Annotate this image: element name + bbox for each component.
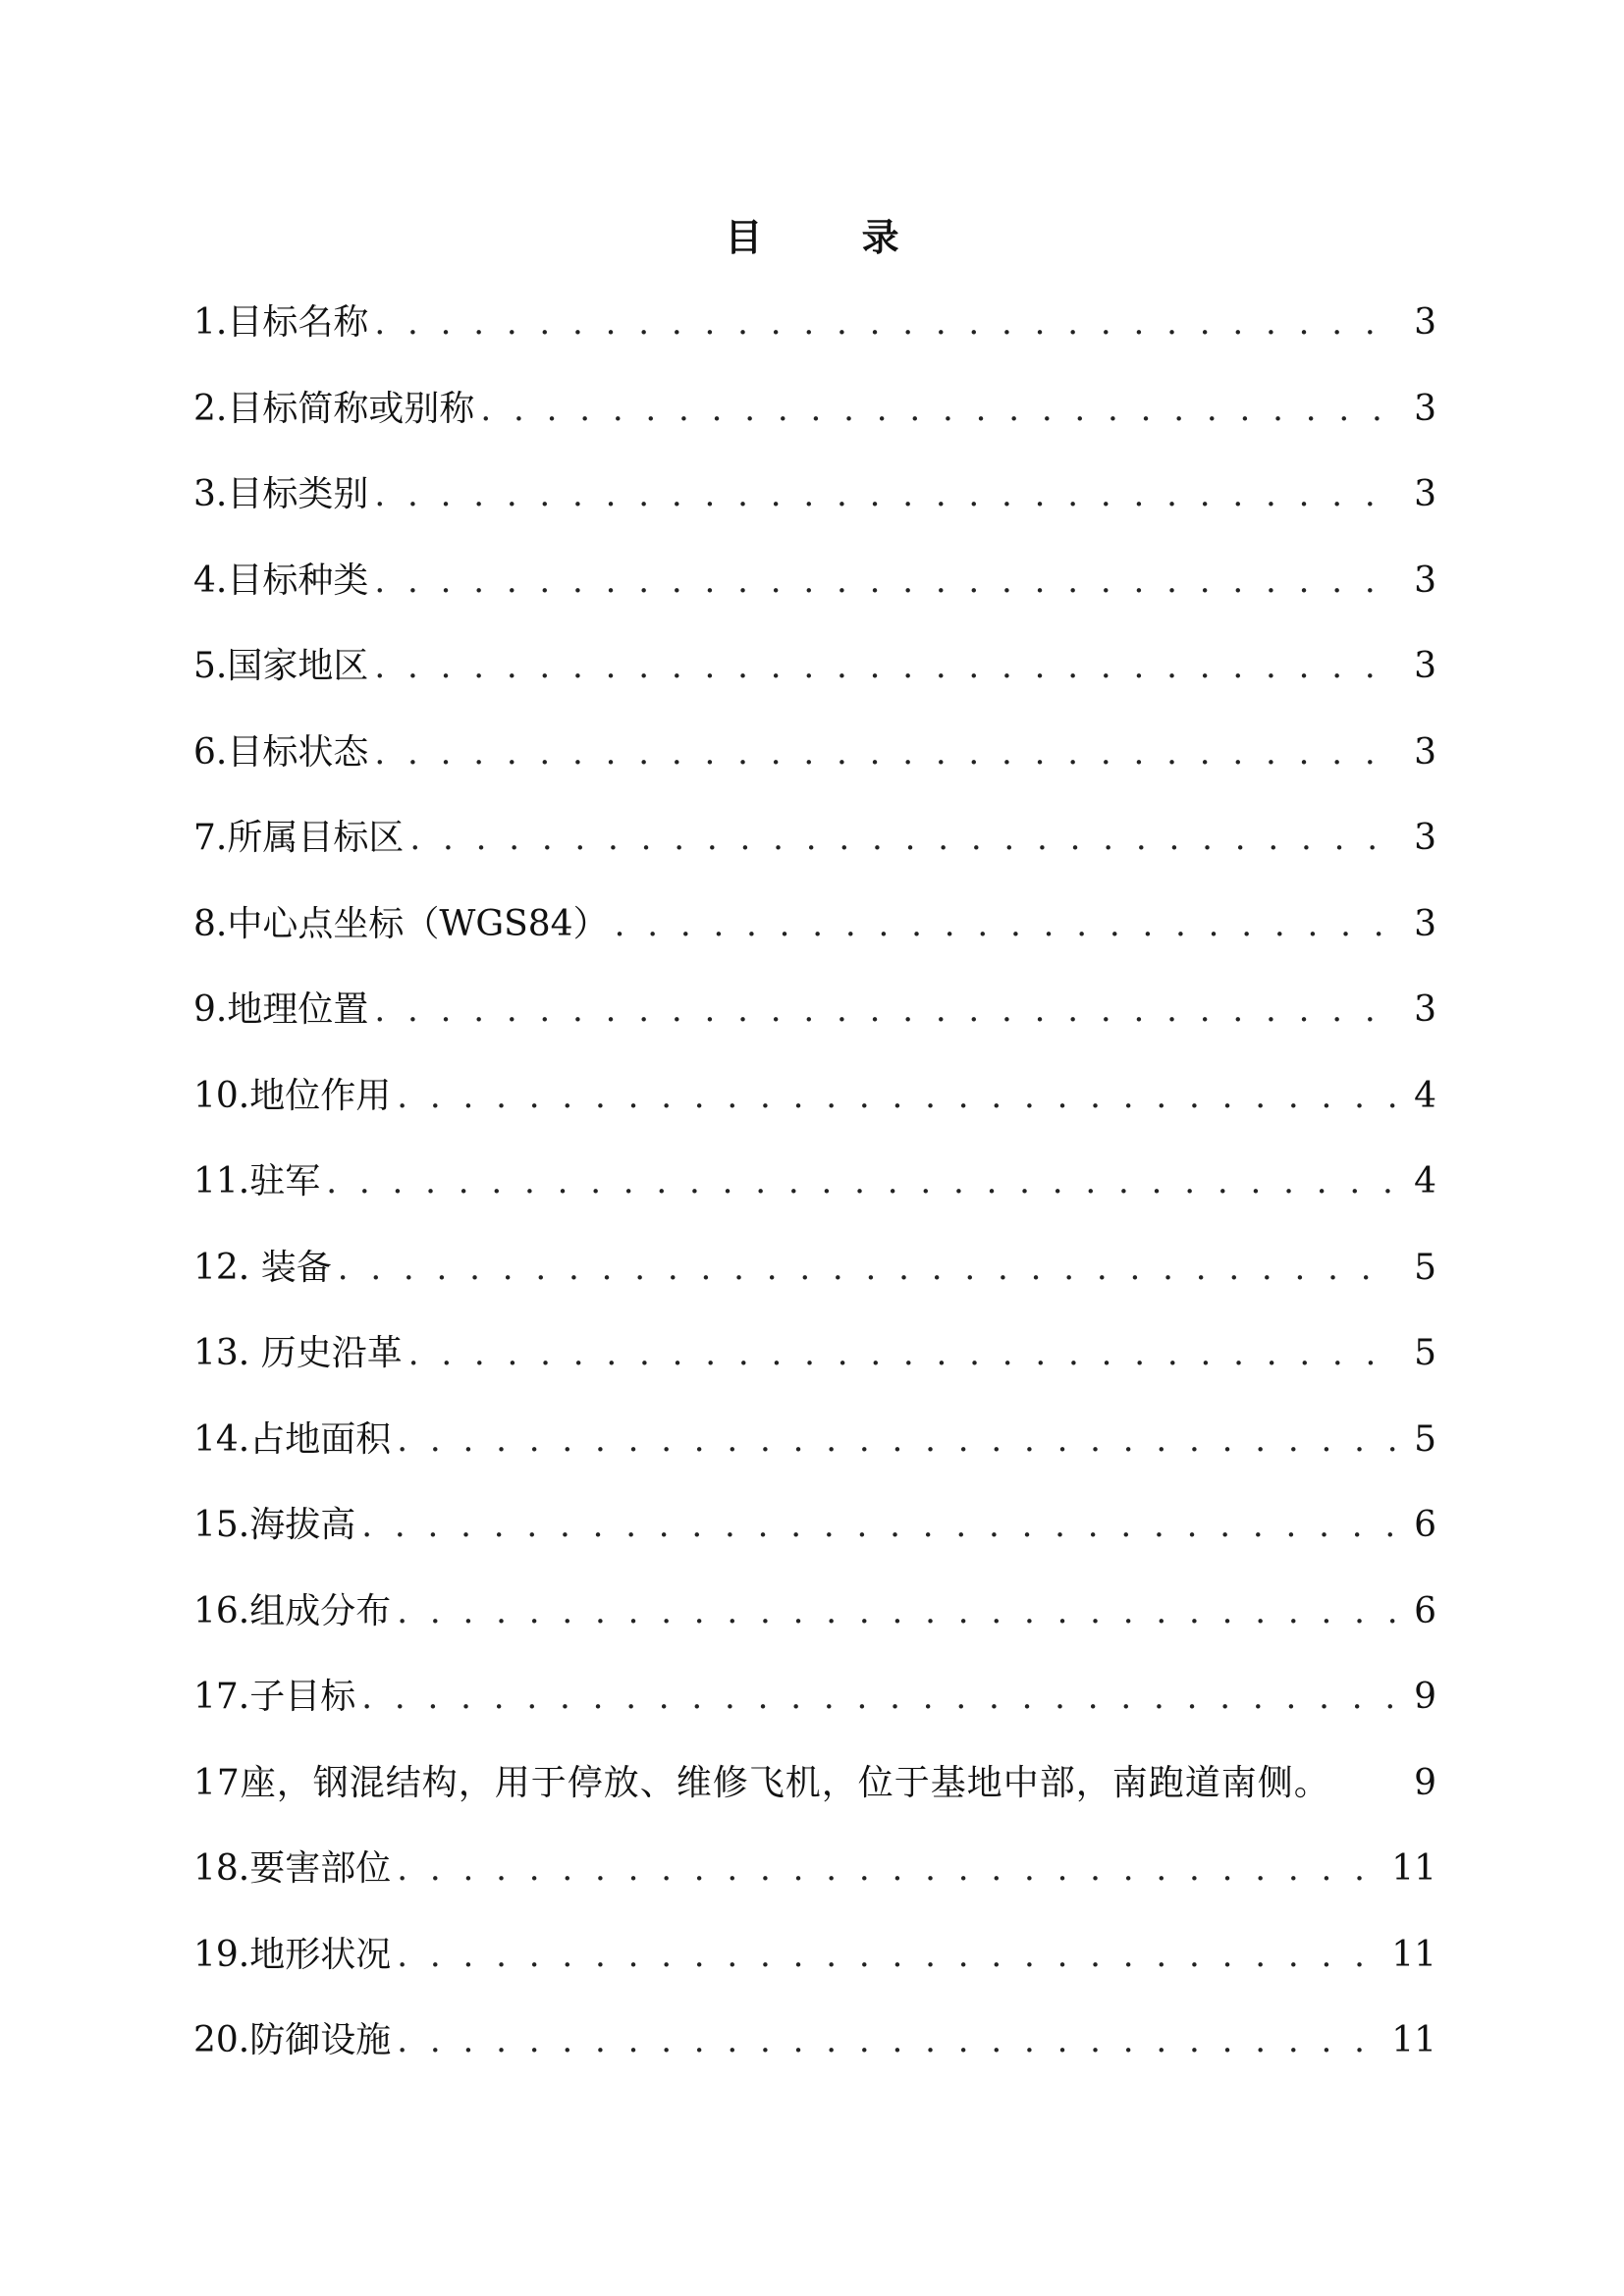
toc-dot-leader: [361, 1668, 1395, 1727]
toc-entry-16[interactable]: [193, 1582, 1436, 1669]
toc-dot-leader: [480, 380, 1395, 439]
toc-entry-9[interactable]: [193, 981, 1436, 1067]
toc-entry-15[interactable]: [193, 1496, 1436, 1582]
toc-dot-leader: [374, 552, 1395, 611]
toc-page-number: 3: [1414, 388, 1436, 429]
toc-entry-label: 6.目标状态: [193, 731, 369, 773]
toc-entry-8[interactable]: [193, 895, 1436, 982]
toc-entry-17-description[interactable]: [193, 1754, 1436, 1841]
toc-dot-leader: [374, 637, 1395, 696]
toc-page-number: 4: [1414, 1075, 1436, 1116]
toc-entry-10[interactable]: [193, 1067, 1436, 1153]
toc-entry-17[interactable]: [193, 1668, 1436, 1754]
table-of-contents: [193, 294, 1436, 2098]
toc-entry-7[interactable]: [193, 809, 1436, 895]
toc-entry-label: 11.驻军: [193, 1161, 321, 1201]
toc-page-number: 3: [1414, 989, 1436, 1030]
toc-page-number: 9: [1414, 1762, 1436, 1803]
toc-entry-3[interactable]: [193, 465, 1436, 552]
toc-entry-label: 8.中心点坐标（WGS84）: [193, 903, 609, 944]
toc-page-number: 3: [1414, 474, 1436, 514]
toc-dot-leader: [374, 981, 1395, 1040]
toc-dot-leader: [397, 1840, 1378, 1898]
toc-dot-leader: [361, 1496, 1395, 1555]
toc-entry-6[interactable]: [193, 723, 1436, 810]
toc-page-number: 4: [1414, 1161, 1436, 1201]
toc-dot-leader: [326, 1152, 1395, 1211]
toc-page-number: 6: [1414, 1505, 1436, 1545]
toc-entry-2[interactable]: [193, 380, 1436, 466]
toc-page-number: 3: [1414, 818, 1436, 858]
toc-dot-leader: [374, 294, 1395, 352]
toc-dot-leader: [408, 1324, 1395, 1383]
toc-page-number: 6: [1414, 1590, 1436, 1631]
toc-page-number: 11: [1391, 2020, 1436, 2060]
toc-entry-20[interactable]: [193, 2011, 1436, 2098]
toc-page-number: 11: [1391, 1934, 1436, 1975]
toc-entry-label: 20.防御设施: [193, 2020, 392, 2060]
toc-entry-label: 1.目标名称: [193, 302, 369, 343]
toc-dot-leader: [397, 1582, 1395, 1641]
toc-dot-leader: [374, 723, 1395, 782]
toc-entry-label: 10.地位作用: [193, 1075, 392, 1116]
toc-entry-1[interactable]: [193, 294, 1436, 380]
toc-dot-leader: [397, 1067, 1395, 1126]
toc-entry-label: 9.地理位置: [193, 989, 369, 1030]
toc-entry-11[interactable]: [193, 1152, 1436, 1239]
toc-dot-leader: [397, 1411, 1395, 1469]
toc-dot-leader: [338, 1239, 1395, 1298]
toc-entry-13[interactable]: [193, 1324, 1436, 1411]
toc-dot-leader: [374, 465, 1395, 524]
toc-entry-label: 19.地形状况: [193, 1934, 392, 1975]
toc-title: 目 录: [725, 215, 943, 259]
toc-page-number: 3: [1414, 560, 1436, 601]
toc-page-number: 3: [1414, 646, 1436, 686]
toc-entry-4[interactable]: [193, 552, 1436, 638]
toc-entry-5[interactable]: [193, 637, 1436, 723]
toc-entry-label: 2.目标简称或别称: [193, 388, 475, 429]
toc-dot-leader: [409, 809, 1395, 868]
toc-entry-19[interactable]: [193, 1926, 1436, 2012]
toc-dot-leader: [397, 2011, 1378, 2070]
toc-entry-label: 17.子目标: [193, 1677, 356, 1717]
toc-entry-label: 15.海拔高: [193, 1505, 356, 1545]
toc-entry-12[interactable]: [193, 1239, 1436, 1325]
toc-entry-label: 12. 装备: [193, 1247, 332, 1288]
toc-dot-leader: [615, 895, 1395, 954]
toc-page-number: 5: [1414, 1247, 1436, 1288]
toc-entry-label: 18.要害部位: [193, 1848, 392, 1889]
toc-page-number: 11: [1391, 1848, 1436, 1889]
toc-page-number: 3: [1414, 731, 1436, 773]
toc-entry-14[interactable]: [193, 1411, 1436, 1497]
toc-entry-label: 7.所属目标区: [193, 818, 405, 858]
toc-entry-label: 16.组成分布: [193, 1590, 392, 1631]
toc-entry-label: 5.国家地区: [193, 646, 369, 686]
toc-entry-label: 14.占地面积: [193, 1418, 392, 1460]
toc-page-number: 9: [1414, 1677, 1436, 1717]
toc-page-number: 5: [1414, 1418, 1436, 1460]
toc-page-number: 3: [1414, 302, 1436, 343]
toc-entry-18[interactable]: [193, 1840, 1436, 1926]
toc-entry-label: 4.目标种类: [193, 560, 369, 601]
toc-page-number: 3: [1414, 903, 1436, 944]
toc-entry-label: 3.目标类别: [193, 474, 369, 514]
toc-entry-label: 17座，钢混结构，用于停放、维修飞机，位于基地中部，南跑道南侧。: [193, 1762, 1330, 1803]
toc-entry-label: 13. 历史沿革: [193, 1333, 403, 1373]
toc-dot-leader: [397, 1926, 1378, 1985]
toc-page-number: 5: [1414, 1333, 1436, 1373]
